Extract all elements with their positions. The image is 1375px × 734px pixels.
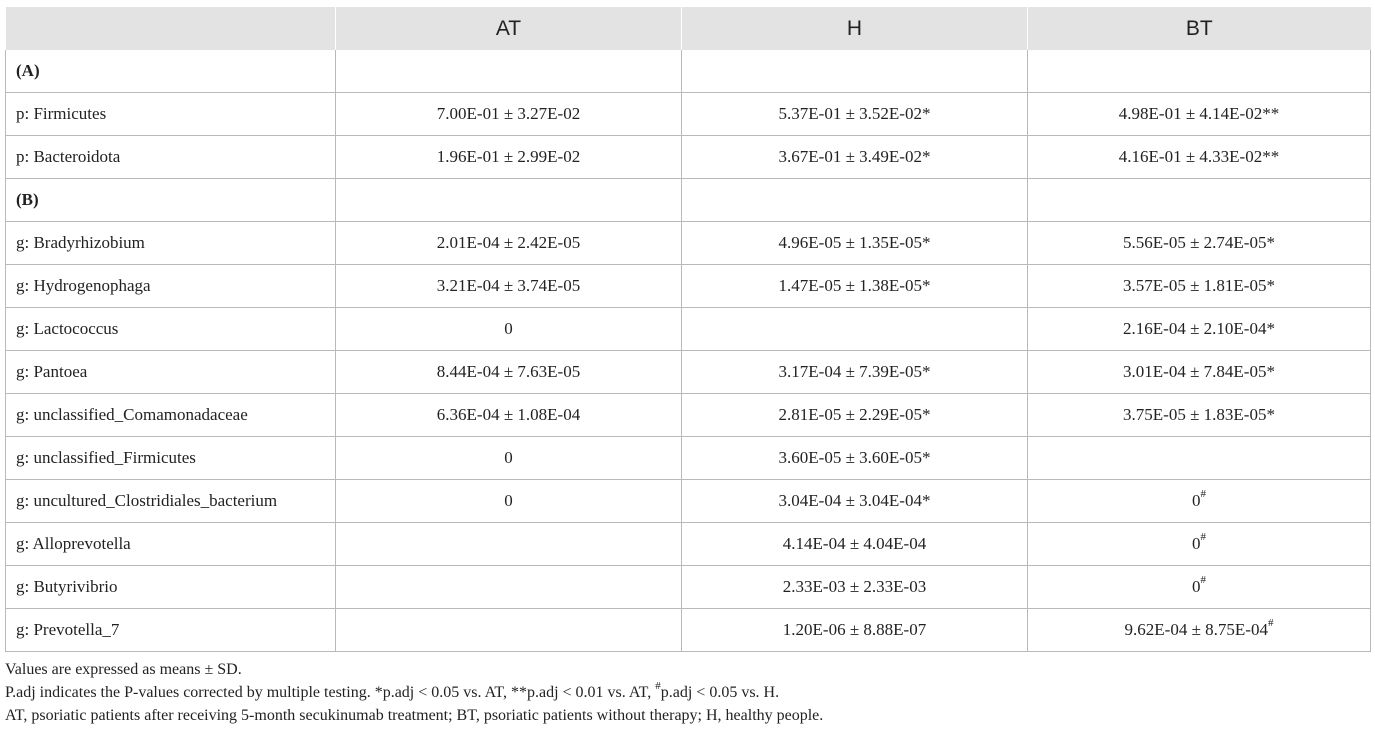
taxon-label: g: Lactococcus	[6, 308, 336, 351]
taxon-label: g: unclassified_Comamonadaceae	[6, 394, 336, 437]
value-cell-at	[336, 308, 682, 351]
cell-value: 3.01E-04 ± 7.84E-05*	[1123, 362, 1275, 381]
taxon-label: g: Alloprevotella	[6, 523, 336, 566]
value-cell-h	[682, 50, 1028, 93]
taxon-label: g: Butyrivibrio	[6, 566, 336, 609]
cell-value: 2.16E-04 ± 2.10E-04*	[1123, 319, 1275, 338]
taxon-label: g: unclassified_Firmicutes	[6, 437, 336, 480]
cell-value: 2.81E-05 ± 2.29E-05*	[778, 405, 931, 424]
taxon-label: g: uncultured_Clostridiales_bacterium	[6, 480, 336, 523]
header-cell-h: H	[682, 7, 1028, 50]
value-cell-bt	[1028, 351, 1371, 394]
table-row	[6, 351, 1371, 394]
significance-mark: #	[1200, 531, 1206, 544]
value-cell-bt	[1028, 50, 1371, 93]
footnote-values: Values are expressed as means ± SD.	[5, 661, 242, 678]
table-row	[6, 93, 1371, 136]
table-row	[6, 437, 1371, 480]
table-body	[6, 50, 1371, 652]
cell-value: 5.37E-01 ± 3.52E-02*	[778, 104, 931, 123]
taxon-label: g: Pantoea	[6, 351, 336, 394]
value-cell-bt	[1028, 93, 1371, 136]
cell-value: 3.75E-05 ± 1.83E-05*	[1123, 405, 1275, 424]
value-cell-bt	[1028, 308, 1371, 351]
value-cell-h	[682, 179, 1028, 222]
value-cell-bt	[1028, 523, 1371, 566]
value-cell-at	[336, 93, 682, 136]
table-row	[6, 394, 1371, 437]
table-row	[6, 308, 1371, 351]
significance-mark: #	[1200, 574, 1206, 587]
cell-value: 1.20E-06 ± 8.88E-07	[782, 620, 927, 639]
value-cell-h	[682, 351, 1028, 394]
cell-value: 3.67E-01 ± 3.49E-02*	[778, 147, 931, 166]
footnote-significance-text-end: p.adj < 0.05 vs. H.	[660, 684, 780, 701]
table-footnotes	[5, 658, 1370, 727]
cell-value: 5.56E-05 ± 2.74E-05*	[1123, 233, 1275, 252]
cell-value: 3.60E-05 ± 3.60E-05*	[778, 448, 931, 467]
footnote-hash-mark: #	[655, 679, 661, 692]
value-cell-at	[336, 523, 682, 566]
cell-value: 8.44E-04 ± 7.63E-05	[436, 362, 581, 381]
value-cell-bt	[1028, 136, 1371, 179]
value-cell-h	[682, 437, 1028, 480]
cell-value: 2.33E-03 ± 2.33E-03	[782, 577, 927, 596]
table-header	[6, 7, 1371, 50]
cell-value: 9.62E-04 ± 8.75E-04	[1124, 620, 1268, 639]
taxon-label: g: Hydrogenophaga	[6, 265, 336, 308]
cell-value: 0	[504, 319, 513, 338]
cell-value: 1.47E-05 ± 1.38E-05*	[778, 276, 931, 295]
value-cell-at	[336, 394, 682, 437]
value-cell-at	[336, 437, 682, 480]
value-cell-at	[336, 179, 682, 222]
value-cell-h	[682, 136, 1028, 179]
section-label: (A)	[6, 50, 336, 93]
value-cell-at	[336, 566, 682, 609]
cell-value: 4.16E-01 ± 4.33E-02**	[1118, 147, 1280, 166]
taxon-label: p: Bacteroidota	[6, 136, 336, 179]
value-cell-bt	[1028, 480, 1371, 523]
cell-value: 4.14E-04 ± 4.04E-04	[782, 534, 927, 553]
header-cell-taxon	[6, 7, 336, 50]
table-row	[6, 136, 1371, 179]
table-row	[6, 480, 1371, 523]
cell-value: 3.17E-04 ± 7.39E-05*	[778, 362, 931, 381]
value-cell-bt	[1028, 609, 1371, 652]
table-row	[6, 523, 1371, 566]
results-table	[5, 7, 1371, 652]
table-row	[6, 609, 1371, 652]
value-cell-at	[336, 50, 682, 93]
value-cell-h	[682, 265, 1028, 308]
value-cell-h	[682, 566, 1028, 609]
value-cell-h	[682, 308, 1028, 351]
cell-value: 6.36E-04 ± 1.08E-04	[436, 405, 581, 424]
cell-value: 3.04E-04 ± 3.04E-04*	[778, 491, 931, 510]
value-cell-at	[336, 351, 682, 394]
value-cell-at	[336, 136, 682, 179]
taxon-label: g: Bradyrhizobium	[6, 222, 336, 265]
header-cell-at: AT	[336, 7, 682, 50]
value-cell-bt	[1028, 394, 1371, 437]
cell-value: 2.01E-04 ± 2.42E-05	[436, 233, 581, 252]
cell-value: 4.96E-05 ± 1.35E-05*	[778, 233, 931, 252]
value-cell-bt	[1028, 437, 1371, 480]
cell-value: 0	[1192, 577, 1201, 596]
value-cell-bt	[1028, 179, 1371, 222]
table-row	[6, 222, 1371, 265]
table-row	[6, 265, 1371, 308]
taxon-label: p: Firmicutes	[6, 93, 336, 136]
cell-value: 0	[504, 491, 513, 510]
value-cell-bt	[1028, 222, 1371, 265]
footnote-significance-text: P.adj indicates the P-values corrected by multiple testing. *p.adj < 0.05 vs. AT, **p.adj < 0.01 vs. AT,	[5, 684, 656, 701]
footnote-significance	[5, 681, 1370, 704]
footnote-abbreviations: AT, psoriatic patients after receiving 5-month secukinumab treatment; BT, psoriatic patients without therapy; H, healthy people.	[5, 707, 824, 724]
results-table-container	[5, 7, 1370, 652]
taxon-label: g: Prevotella_7	[6, 609, 336, 652]
header-cell-bt: BT	[1028, 7, 1371, 50]
cell-value: 4.98E-01 ± 4.14E-02**	[1118, 104, 1280, 123]
section-row	[6, 179, 1371, 222]
cell-value: 1.96E-01 ± 2.99E-02	[436, 147, 581, 166]
value-cell-h	[682, 93, 1028, 136]
value-cell-at	[336, 609, 682, 652]
cell-value: 3.21E-04 ± 3.74E-05	[436, 276, 581, 295]
value-cell-h	[682, 222, 1028, 265]
cell-value: 7.00E-01 ± 3.27E-02	[436, 104, 581, 123]
value-cell-h	[682, 480, 1028, 523]
table-row	[6, 566, 1371, 609]
significance-mark: #	[1200, 488, 1206, 501]
value-cell-bt	[1028, 265, 1371, 308]
cell-value: 3.57E-05 ± 1.81E-05*	[1123, 276, 1275, 295]
value-cell-bt	[1028, 566, 1371, 609]
cell-value: 0	[1192, 491, 1201, 510]
header-row	[6, 7, 1371, 50]
value-cell-at	[336, 222, 682, 265]
value-cell-h	[682, 394, 1028, 437]
section-label: (B)	[6, 179, 336, 222]
cell-value: 0	[1192, 534, 1201, 553]
cell-value: 0	[504, 448, 513, 467]
value-cell-h	[682, 609, 1028, 652]
section-row	[6, 50, 1371, 93]
value-cell-at	[336, 480, 682, 523]
value-cell-h	[682, 523, 1028, 566]
value-cell-at	[336, 265, 682, 308]
significance-mark: #	[1267, 617, 1274, 630]
